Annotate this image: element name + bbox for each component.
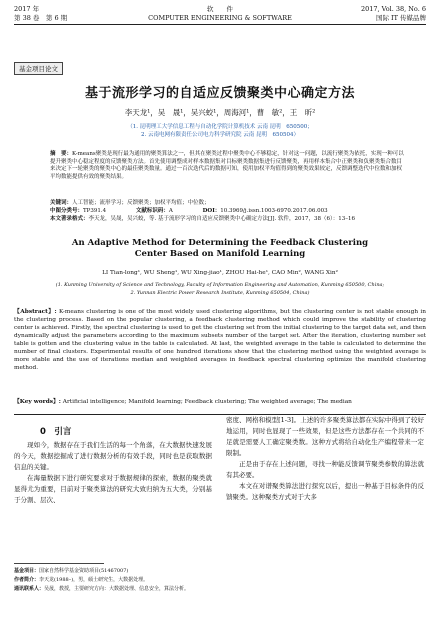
keywords-en xyxy=(14,398,426,406)
paragraph: 在海量数据下进行研究要求对于数据规律的探索，数据的聚类就显得尤为重要，目前对于聚类算法的研究大致归纳为五大类，分别基于分割、层次、 xyxy=(14,474,212,504)
paragraph: 正是由于存在上述问题，寻找一种能反馈调节聚类参数的算法就有其必要。 xyxy=(226,460,424,479)
affiliation-cn-1: （1. 昆明理工大学信息工程与自动化学院计算机技术 云南 昆明 650500； xyxy=(127,124,313,130)
header-volume: 第 38 卷 第 6 期 xyxy=(14,14,68,22)
citation-label: 本文著录格式： xyxy=(50,216,89,222)
classification-row xyxy=(50,208,406,216)
paragraph: 密度、网格和模型[1-3]。上述的许多聚类算法都在实际中得到了较好地运用，同时也显现了一些效果，但是这些方法都存在一个共同的不足就是需要人工确定聚类数。这种方式将给自动化生产编程带来一定限制。 xyxy=(226,416,424,457)
citation-format xyxy=(50,216,406,224)
keywords-cn xyxy=(50,200,406,208)
footnote-fund: 基金项目：国家自然科学基金资助项目(51467007) xyxy=(14,568,129,574)
paper-title-cn: 基于流形学习的自适应反馈聚类中心确定方法 xyxy=(84,86,355,101)
doi-label: DOI： xyxy=(202,208,221,214)
header-divider xyxy=(14,24,426,25)
section-heading-intro: 0 引言 xyxy=(40,427,72,437)
affiliation-en-2: 2. Yunnan Electric Power Research Institute, Kunming 650504, China) xyxy=(130,290,310,296)
doc-code-value: A xyxy=(168,208,173,214)
affiliation-en-1: (1. Kunming University of Science and Technology, Faculty of Information Engineering and Automation, Kunming 650500, China; xyxy=(55,282,385,288)
doc-code-label: 文献标识码： xyxy=(135,208,169,214)
authors-en: LI Tian-long¹, WU Sheng¹, WU Xing-jiao¹, ZHOU Hai-he¹, CAO Min², WANG Xin² xyxy=(102,270,338,276)
clc-label: 中图分类号： xyxy=(50,208,84,214)
header-publisher: 国际 IT 传媒品牌 xyxy=(375,14,426,22)
footnote-author: 作者简介：李天龙(1988–)，男，硕士研究生，大数据处理。 xyxy=(14,577,149,583)
footnote-divider xyxy=(14,563,104,564)
doi-value[interactable]: 10.3969/j.issn.1003-6970.2017.06.003 xyxy=(220,208,328,214)
header-journal-en: COMPUTER ENGINEERING & SOFTWARE xyxy=(148,14,292,22)
paragraph: 本文在对谱聚类算法进行探究以后，提出一种基于目标条件的反馈聚类。这种聚类方式对于大多 xyxy=(226,482,424,501)
abstract-en-label: 【Abstract】: xyxy=(14,309,57,315)
clc-value: TP391.4 xyxy=(83,208,107,214)
column-tag: 基金项目论文 xyxy=(14,62,63,75)
citation-text: 李天龙，吴晟，吴兴蛟，等. 基于流形学习的自适应反馈聚类中心确定方法[J]. 软件，2017，38（6）：13–16 xyxy=(88,216,356,222)
abstract-en xyxy=(14,308,426,372)
footnote-contact: 通讯联系人：吴晟，教授，主要研究方向：大数据处理、信息安全，算法分析。 xyxy=(14,586,190,592)
header-year: 2017 年 xyxy=(14,5,40,13)
affiliation-cn-2: 2. 云南电网有限责任公司电力科学研究院 云南 昆明 650504） xyxy=(141,132,299,138)
header-issue: 2017, Vol. 38, No. 6 xyxy=(360,5,426,13)
keywords-cn-text: 人工智能；流形学习；反馈聚类；加权平均值；中位数； xyxy=(72,200,210,206)
footnotes xyxy=(14,567,426,594)
paper-title-en xyxy=(0,238,440,260)
body-column-left xyxy=(14,440,212,506)
keywords-en-label: 【Key words】: xyxy=(14,399,61,405)
title-en-line-1: An Adaptive Method for Determining the Feedback Clustering xyxy=(71,238,369,248)
body-column-right xyxy=(226,415,424,503)
keywords-en-text: Artificial intelligence; Manifold learning; Feedback clustering; The weighted average; The median xyxy=(62,399,352,405)
paragraph: 现如今，数据存在于我们生活的每一个角落，在大数据快速发展的今天，数据挖掘成了进行数据分析的有效手段，同时也是获取数据信息的关键。 xyxy=(14,441,212,471)
abstract-cn-text: K-means聚类是现行最为通用的聚类算法之一，但其在聚类过程中聚类中心不够稳定，针对这一问题，以流行聚类为依托，实现一种可以提升聚类中心稳定程度的反馈聚类方法。首先使用调整成对样本数据集对目标聚类数据集进行反馈聚类，再用样本集合中正聚类和负聚类集合数目来决定下一轮聚类的聚类中心的最佳聚类数量。通过一百次迭代后的数据可知，使用加权平均值得到的聚类效果较定，反馈调整迭代中位数和加权平均数能提供有效的聚类结果。 xyxy=(50,151,404,180)
authors-cn: 李天龙¹，吴 晟¹，吴兴蛟¹，周海河¹，曹 敏²，王 昕² xyxy=(124,108,316,117)
abstract-cn xyxy=(50,151,406,181)
keywords-cn-label: 关键词： xyxy=(50,200,73,206)
header-journal-cn: 软 件 xyxy=(207,5,233,13)
abstract-cn-label: 摘 要： xyxy=(50,151,73,157)
abstract-en-text: K-means clustering is one of the most widely used clustering algorithms, but the clustering center is not stable enough in the clustering process. Based on the popular clustering, a feedback clustering method which could improve the stability of clustering center is achieved. Firstly, the spectral clustering is used to get the clustering set from the initial clustering to the target data set, and then dynamically adjust the parameters according to the maximum subsets number of the target set. After the iteration, clustering number set table is gotten and the clustering value in the table is calculated. At last, the weighted average in the table is calculated to determine the number of final clusters. Experimental results of one hundred iterations show that the clustering method using the weighted average is more stable and the use of iterations median and weighted averages in feedback spectral clustering optimize the manifold clustering method. xyxy=(14,309,426,371)
title-en-line-2: Center Based on Manifold Learning xyxy=(134,249,306,259)
